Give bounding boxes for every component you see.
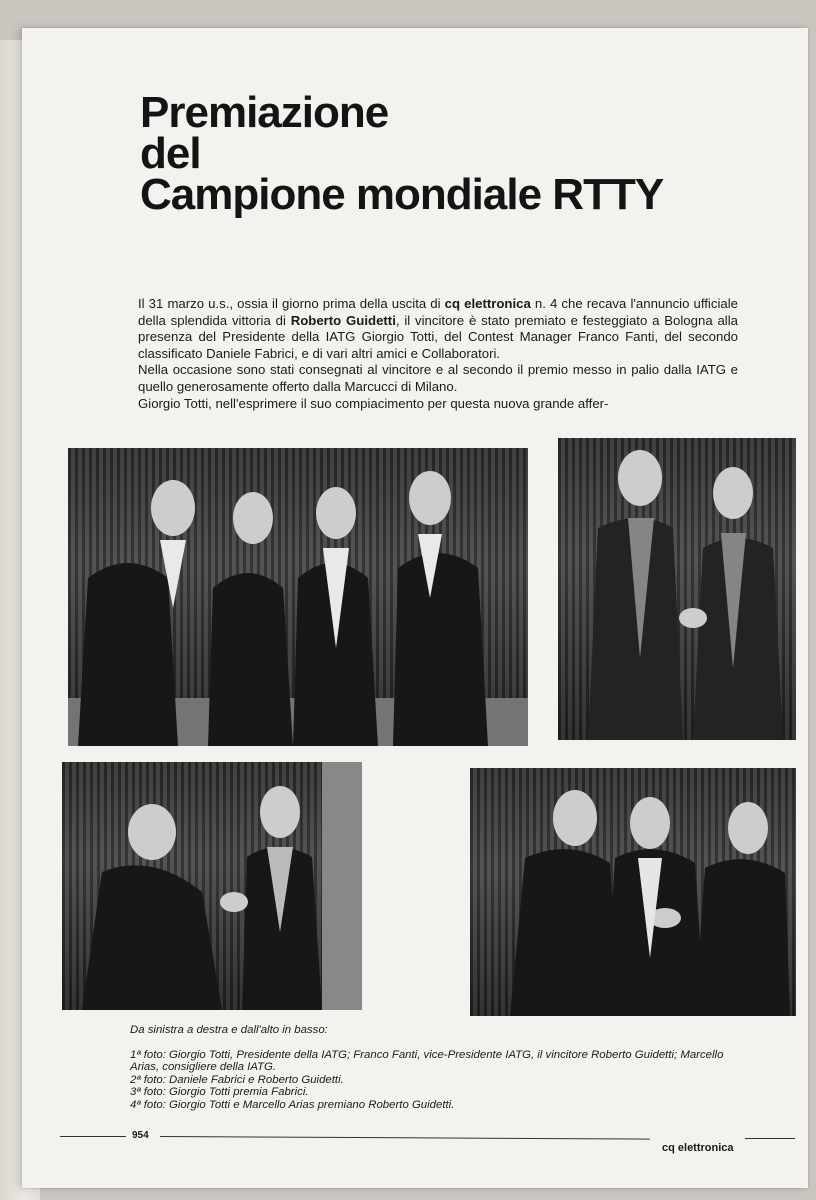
title-line-1: Premiazione — [140, 88, 389, 137]
photo-3-award — [62, 762, 362, 1010]
caption-heading: Da sinistra a destra e dall'alto in basso: — [130, 1024, 328, 1036]
magazine-name: cq elettronica — [662, 1142, 734, 1154]
intro-text-3: , il vincitore è stato premiato e festeggiato a Bologna alla presenza del Presidente della IATG Giorgio Totti, del Contest Manager Franco Fanti, del secondo classificato Daniele Fabrici, e di vari altri amici e Collaboratori. — [138, 312, 738, 361]
footer-rule-left — [60, 1136, 126, 1137]
intro-paragraph-2: Nella occasione sono stati consegnati al vincitore e al secondo il premio messo in palio dalla IATG e quello generosamente offerto dalla Marcucci di Milano. — [138, 362, 738, 394]
winner-name: Roberto Guidetti — [290, 312, 396, 328]
photo-captions — [130, 1024, 750, 1112]
title-line-2: del — [140, 129, 201, 178]
intro-text-1: Il 31 marzo u.s., ossia il giorno prima della uscita di — [138, 296, 445, 311]
photo-2-handshake — [558, 438, 796, 740]
caption-line-2: 2ª foto: Daniele Fabrici e Roberto Guidetti. — [130, 1073, 344, 1086]
magazine-name-inline: cq elettronica — [444, 296, 531, 311]
page-number: 954 — [132, 1130, 149, 1141]
photo-4-presentation — [470, 768, 796, 1016]
caption-line-1: 1ª foto: Giorgio Totti, Presidente della IATG; Franco Fanti, vice-Presidente IATG, il vincitore Roberto Guidetti; Marcello Arias, consigliere della IATG. — [130, 1048, 724, 1074]
intro-paragraph-3: Giorgio Totti, nell'esprimere il suo compiacimento per questa nuova grande affer- — [138, 395, 609, 411]
photo-1-group — [68, 448, 528, 746]
caption-line-3: 3ª foto: Giorgio Totti premia Fabrici. — [130, 1086, 309, 1099]
intro-text-2: n. 4 che recava l'annuncio ufficiale della splendida vittoria di — [138, 296, 738, 328]
footer-rule-right — [745, 1138, 795, 1139]
caption-line-4: 4ª foto: Giorgio Totti e Marcello Arias premiano Roberto Guidetti. — [130, 1098, 455, 1111]
title-line-3: Campione mondiale RTTY — [140, 170, 664, 219]
article-intro — [138, 296, 738, 412]
article-title — [140, 88, 800, 219]
